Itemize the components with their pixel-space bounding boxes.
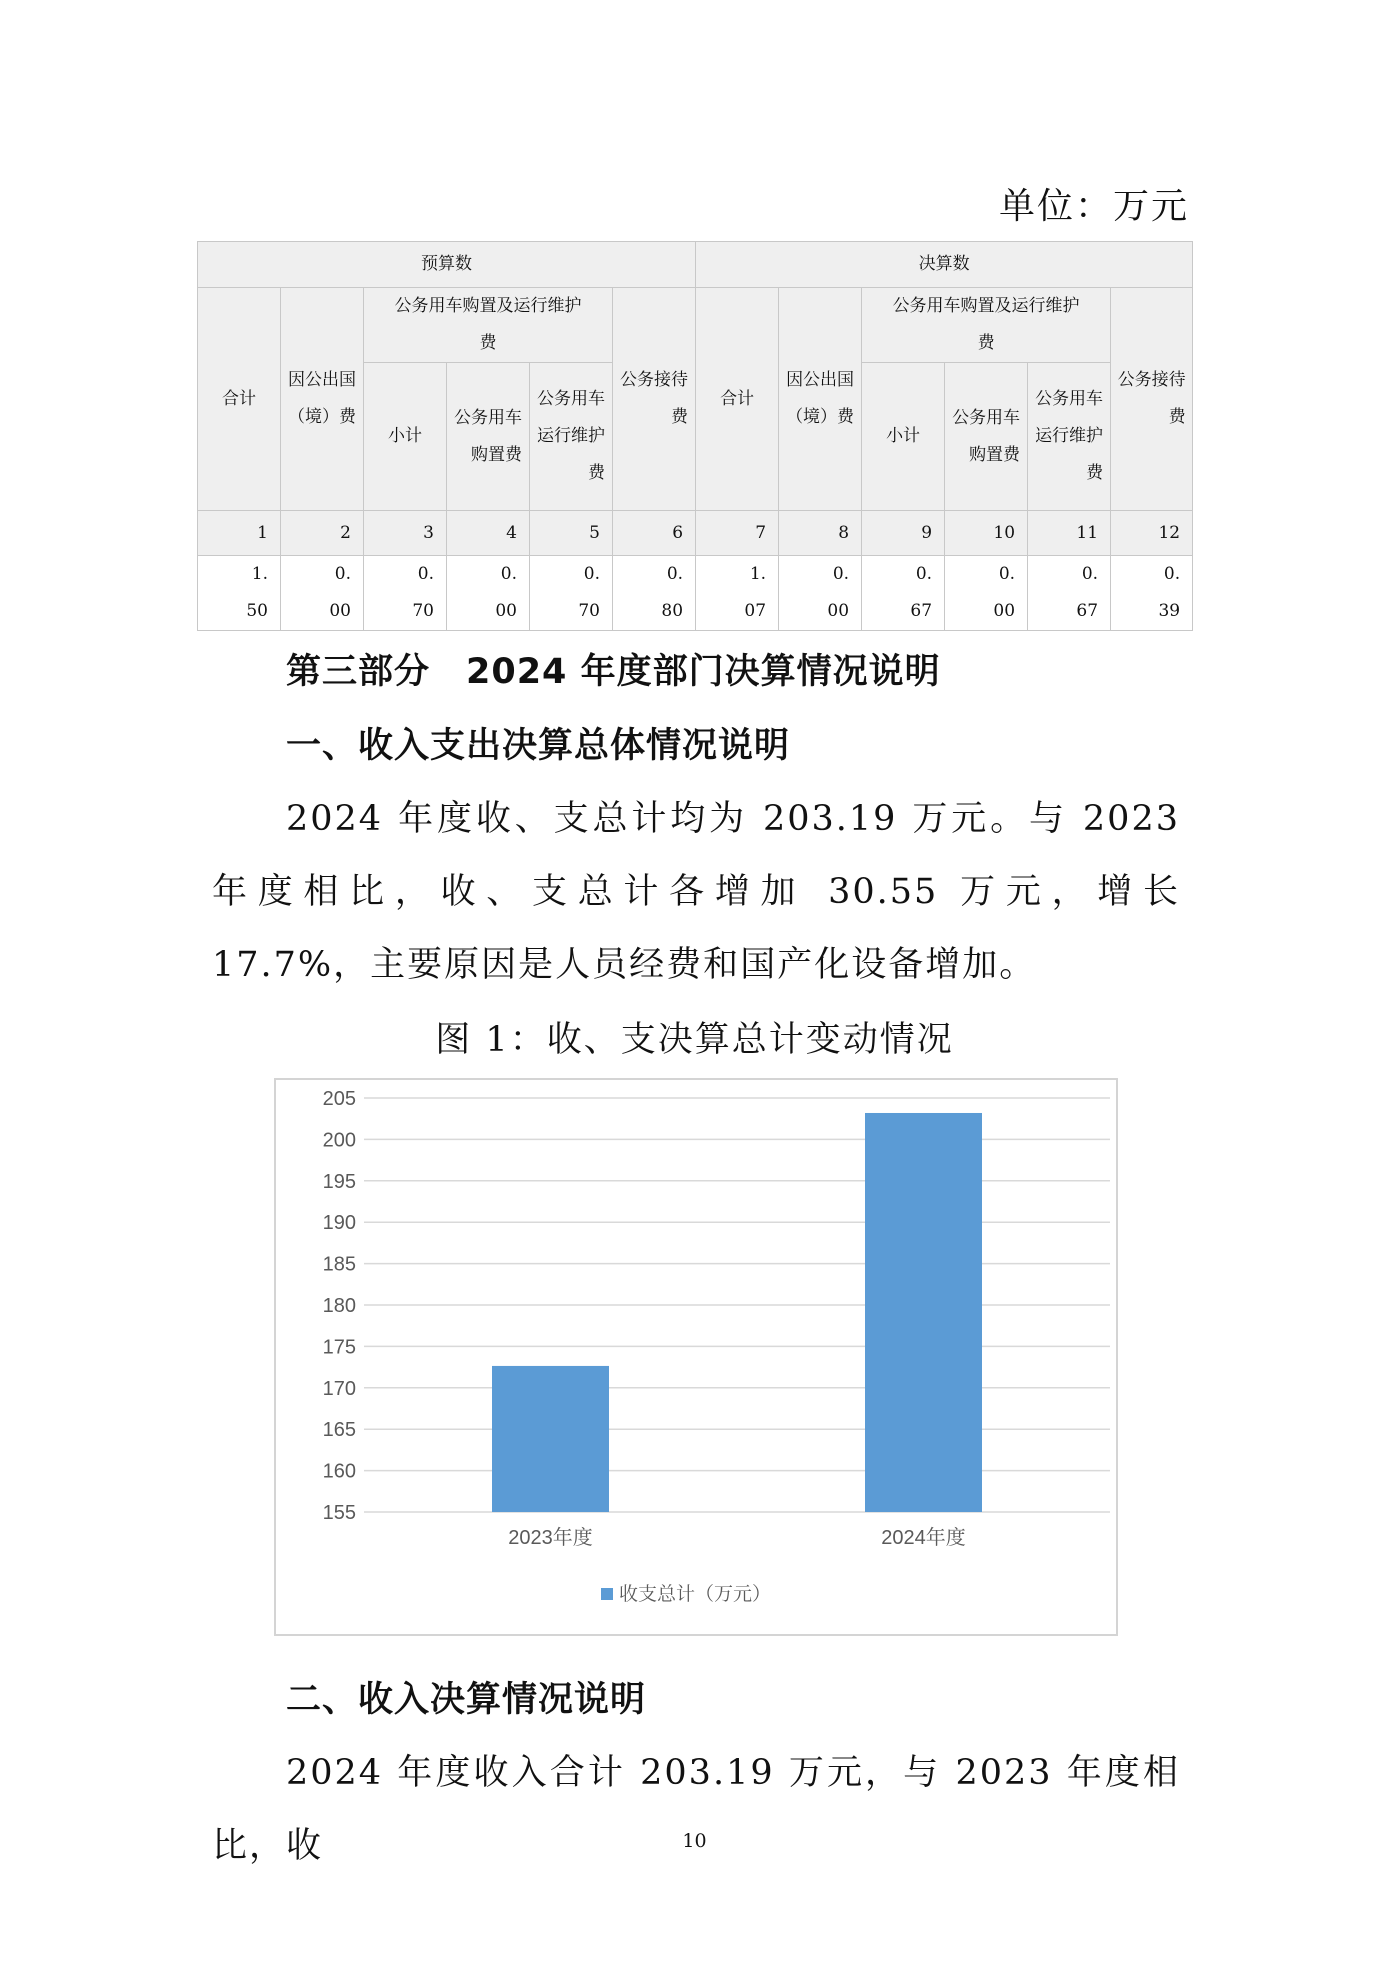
y-tick-label: 195 [322, 1170, 356, 1193]
value-cell: 0.80 [613, 556, 696, 631]
page-number: 10 [682, 1830, 707, 1852]
col-number: 10 [945, 511, 1028, 556]
x-tick-label: 2024年度 [881, 1527, 966, 1549]
bar-chart [274, 1078, 1118, 1636]
value-cell: 0.00 [945, 556, 1028, 631]
legend-label: 收支总计（万元） [619, 1583, 772, 1605]
col-number: 12 [1111, 511, 1193, 556]
section-1-paragraph: 2024 年度收、支总计均为 203.19 万元。与 2023 年度相比，收、支总计各增加 30.55 万元，增长 17.7%，主要原因是人员经费和国产化设备增加。 [212, 799, 1180, 985]
part3-heading: 第三部分 2024 年度部门决算情况说明 [286, 652, 941, 692]
col-number: 5 [530, 511, 613, 556]
actual-header: 决算数 [696, 242, 1193, 288]
col-number: 2 [281, 511, 364, 556]
actual-abroad-header: 因公出国（境）费 [779, 288, 862, 511]
y-tick-label: 170 [322, 1377, 356, 1400]
y-tick-label: 165 [322, 1419, 356, 1442]
budget-operation-header: 公务用车运行维护费 [530, 363, 613, 511]
col-number: 3 [364, 511, 447, 556]
value-cell: 0.67 [1028, 556, 1111, 631]
fund-table [197, 241, 1193, 631]
value-cell: 1.07 [696, 556, 779, 631]
y-tick-label: 185 [322, 1253, 356, 1276]
y-tick-label: 205 [322, 1088, 356, 1110]
budget-reception-header: 公务接待费 [613, 288, 696, 511]
col-number: 1 [198, 511, 281, 556]
value-cell: 0.70 [530, 556, 613, 631]
value-cell: 0.39 [1111, 556, 1193, 631]
section-2-heading: 二、收入决算情况说明 [286, 1680, 647, 1720]
figure-caption: 图 1：收、支决算总计变动情况 [435, 1020, 954, 1060]
y-tick-label: 180 [322, 1295, 356, 1317]
bar-1 [492, 1366, 609, 1512]
y-tick-label: 190 [322, 1212, 356, 1235]
value-cell: 0.70 [364, 556, 447, 631]
budget-vehicle-group-header: 公务用车购置及运行维护费 [364, 288, 613, 363]
y-tick-label: 175 [322, 1336, 356, 1359]
actual-operation-header: 公务用车运行维护费 [1028, 363, 1111, 511]
value-cell: 1.50 [198, 556, 281, 631]
col-number: 8 [779, 511, 862, 556]
actual-reception-header: 公务接待费 [1111, 288, 1193, 511]
col-number: 9 [862, 511, 945, 556]
col-number: 7 [696, 511, 779, 556]
budget-abroad-header: 因公出国（境）费 [281, 288, 364, 511]
actual-subtotal-header: 小计 [862, 363, 945, 511]
actual-purchase-header: 公务用车购置费 [945, 363, 1028, 511]
y-tick-label: 160 [322, 1460, 356, 1483]
x-tick-label: 2023年度 [508, 1527, 593, 1549]
col-number: 11 [1028, 511, 1111, 556]
budget-subtotal-header: 小计 [364, 363, 447, 511]
budget-purchase-header: 公务用车购置费 [447, 363, 530, 511]
col-number: 4 [447, 511, 530, 556]
value-cell: 0.00 [281, 556, 364, 631]
budget-header: 预算数 [198, 242, 696, 288]
section-1-heading: 一、收入支出决算总体情况说明 [286, 726, 791, 766]
actual-vehicle-group-header: 公务用车购置及运行维护费 [862, 288, 1111, 363]
legend-swatch [601, 1588, 613, 1600]
value-cell: 0.67 [862, 556, 945, 631]
y-tick-label: 155 [322, 1502, 356, 1524]
col-number: 6 [613, 511, 696, 556]
actual-total-header: 合计 [696, 288, 779, 511]
budget-total-header: 合计 [198, 288, 281, 511]
value-cell: 0.00 [779, 556, 862, 631]
chart-svg [276, 1080, 1116, 1634]
section-2-paragraph: 2024 年度收入合计 203.19 万元，与 2023 年度相比，收 [212, 1753, 1180, 1866]
unit-label: 单位：万元 [998, 186, 1189, 227]
bar-2 [865, 1113, 982, 1512]
value-cell: 0.00 [447, 556, 530, 631]
y-tick-label: 200 [322, 1129, 356, 1152]
